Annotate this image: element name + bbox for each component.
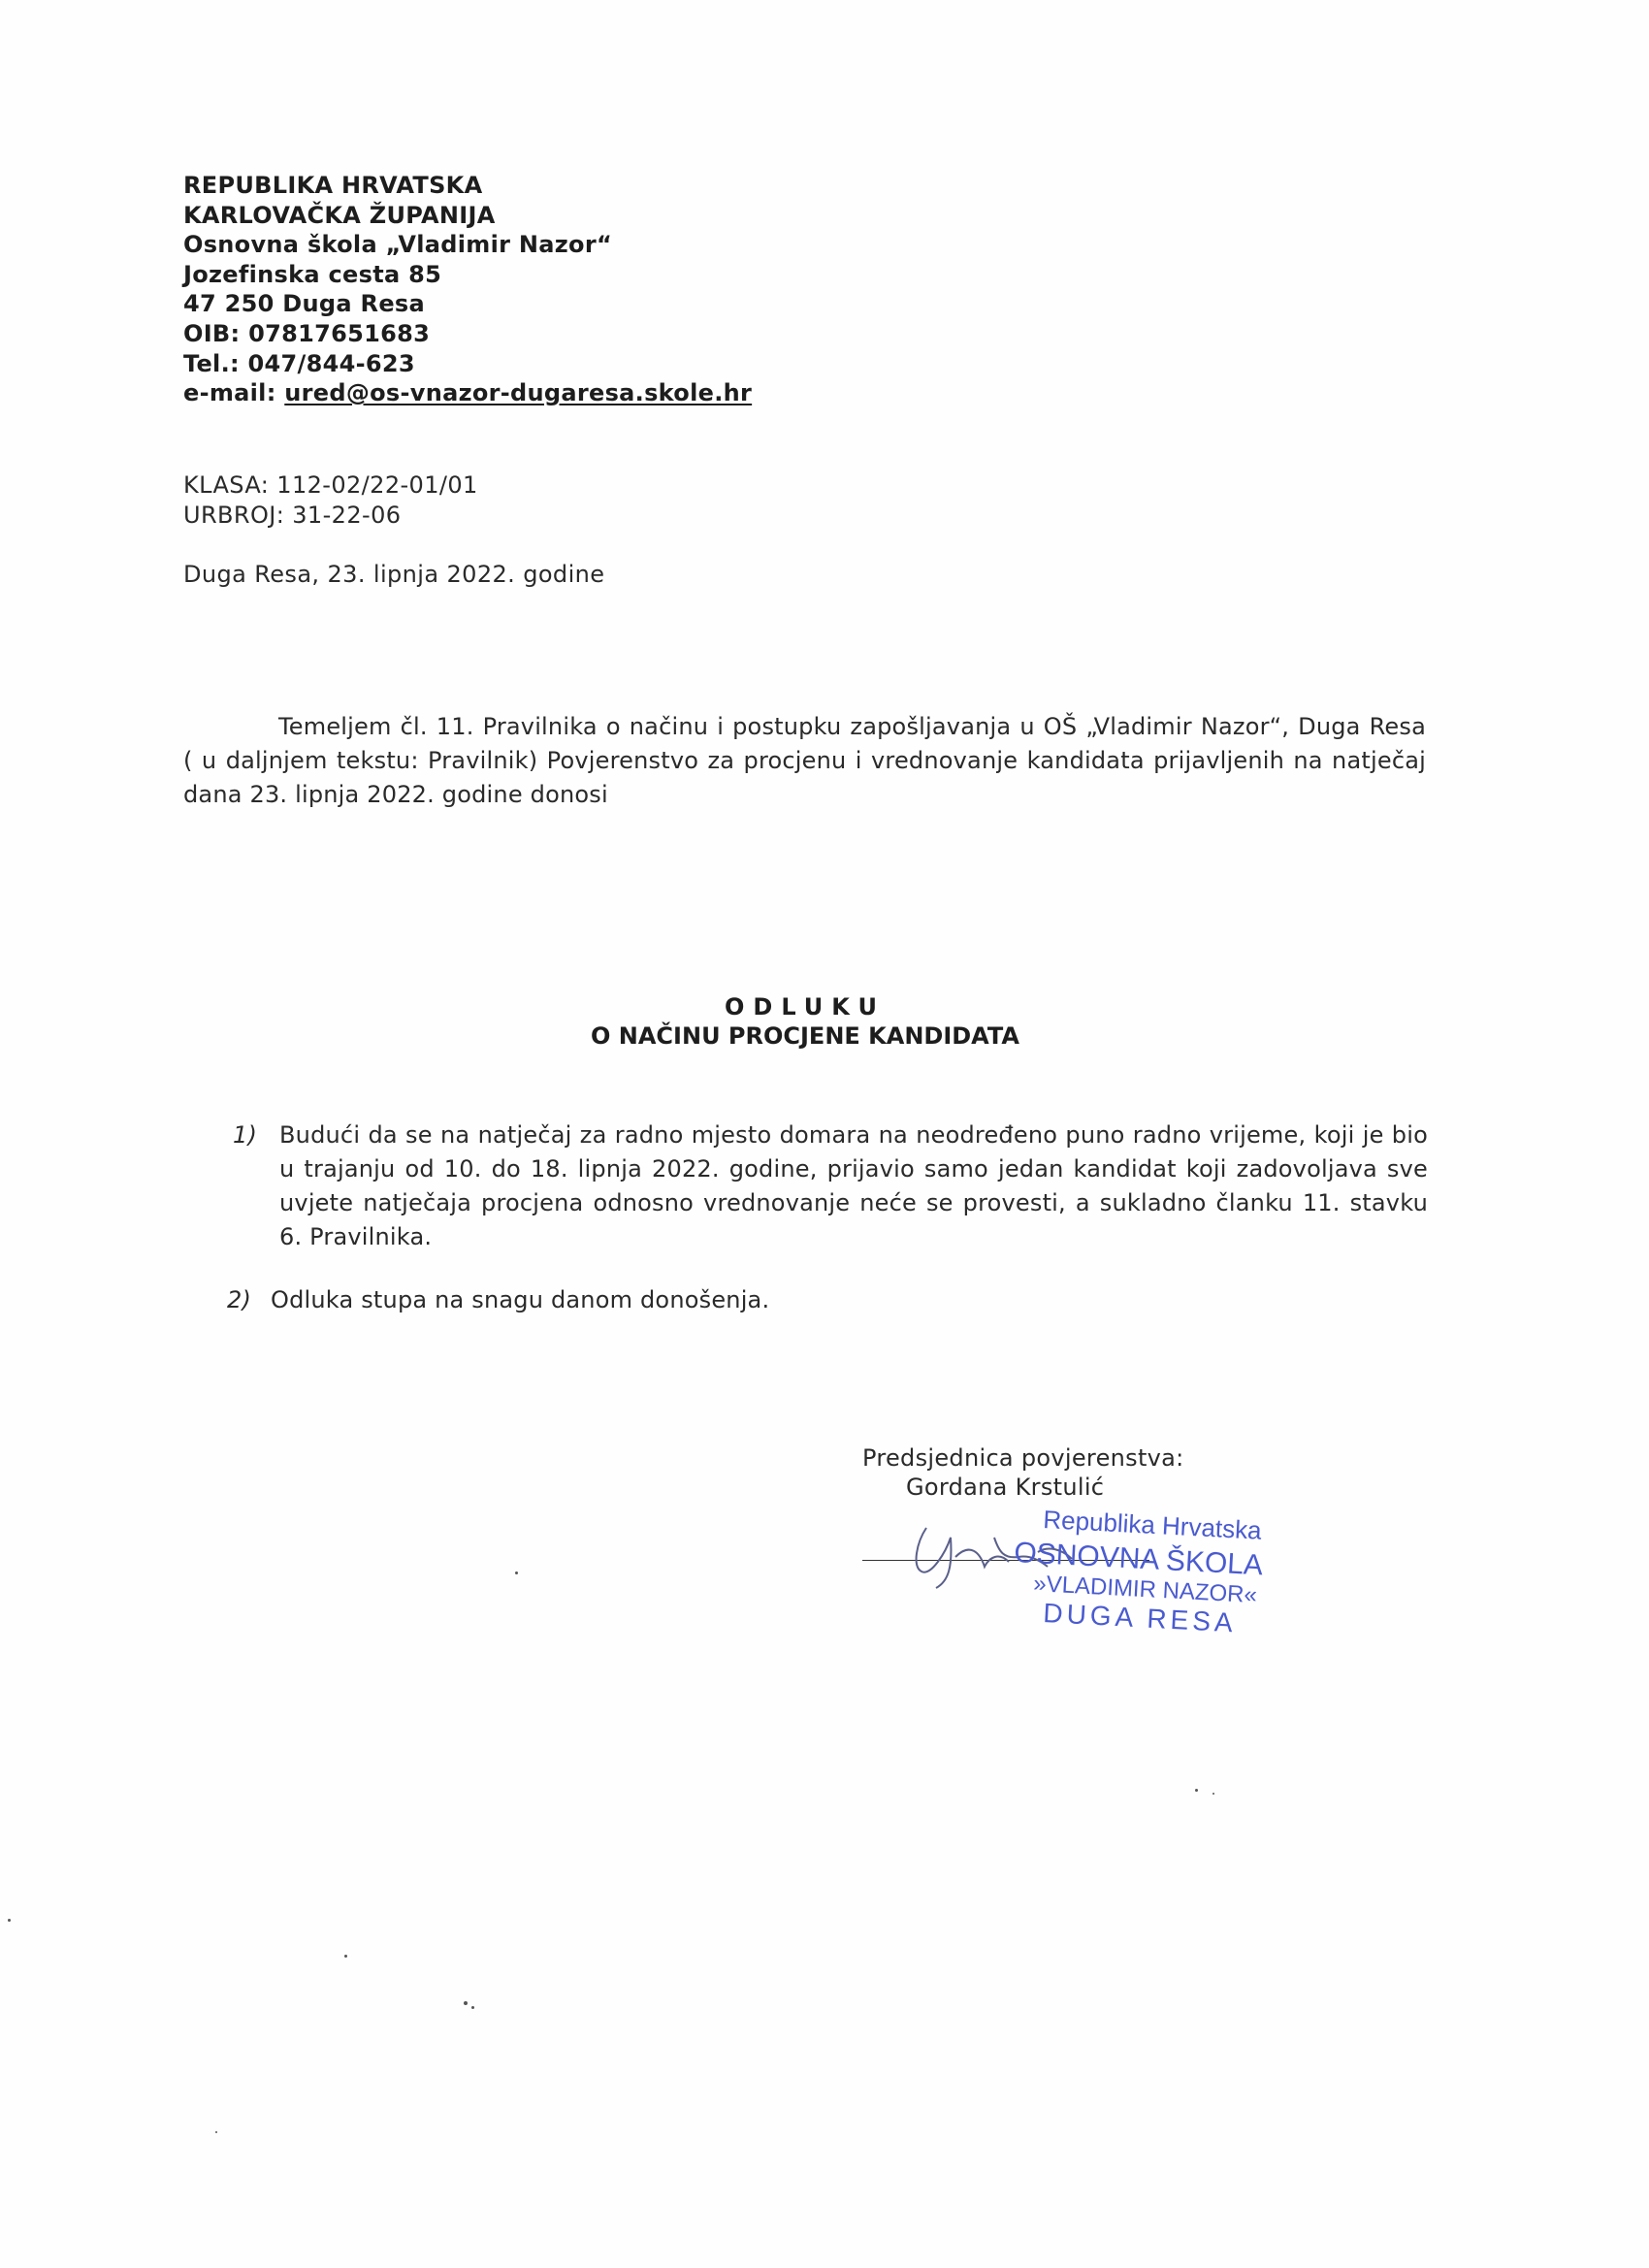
header-phone: Tel.: 047/844-623	[183, 349, 415, 377]
decision-title	[0, 992, 1610, 1051]
header-email-row	[183, 378, 752, 408]
decision-item	[225, 1118, 1428, 1254]
place-date: Duga Resa, 23. lipnja 2022. godine	[183, 561, 605, 588]
signature-name: Gordana Krstulić	[906, 1474, 1105, 1501]
header-city: 47 250 Duga Resa	[183, 290, 425, 318]
header-street: Jozefinska cesta 85	[183, 260, 442, 288]
header-email-link[interactable]: ured@os-vnazor-dugaresa.skole.hr	[284, 379, 753, 407]
school-header	[183, 171, 752, 408]
urbroj-line: URBROJ: 31-22-06	[183, 501, 402, 529]
stamp-line-4: DUGA RESA	[1042, 1598, 1238, 1638]
decision-item-number: 1)	[233, 1121, 258, 1149]
decision-item-text: Budući da se na natječaj za radno mjesto domara na neodređeno puno radno vrijeme, koji je bio u trajanju od 10. do 18. lipnja 2022. godine, prijavio samo jedan kandidat koji zadovoljava sve uvjete natječaja procjena odnosno vrednovanje neće se provesti, a sukladno članku 11. stavku 6. Pravilnika.	[279, 1121, 1428, 1250]
signature-role: Predsjednica povjerenstva:	[862, 1444, 1184, 1472]
decision-item-text: Odluka stupa na snagu danom donošenja.	[271, 1286, 770, 1313]
header-oib: OIB: 07817651683	[183, 319, 431, 347]
decision-item	[225, 1283, 1428, 1317]
scan-speck	[515, 1571, 518, 1574]
intro-paragraph: Temeljem čl. 11. Pravilnika o načinu i postupku zapošljavanja u OŠ „Vladimir Nazor“, Duga Resa ( u daljnjem tekstu: Pravilnik) Povjerenstvo za procjenu i vrednovanje kandidata prijavljenih na natječaj dana 23. lipnja 2022. godine donosi	[183, 713, 1426, 808]
scan-speck	[464, 2001, 468, 2005]
decision-title-sub: O NAČINU PROCJENE KANDIDATA	[591, 1022, 1019, 1050]
header-county: KARLOVAČKA ŽUPANIJA	[183, 201, 496, 229]
reference-block	[183, 470, 478, 530]
scan-speck	[1212, 1793, 1214, 1795]
signature-block	[862, 1443, 1184, 1502]
header-country: REPUBLIKA HRVATSKA	[183, 172, 483, 199]
decision-items	[225, 1118, 1428, 1346]
stamp-line-1: Republika Hrvatska	[1042, 1505, 1263, 1545]
scan-speck	[344, 1955, 347, 1958]
scan-speck	[8, 1919, 11, 1922]
header-school-name: Osnovna škola „Vladimir Nazor“	[183, 231, 613, 259]
decision-item-number: 2)	[227, 1286, 252, 1313]
scan-speck	[215, 2131, 217, 2133]
stamp-graphic	[902, 1499, 1310, 1644]
stamp-line-2: OSNOVNA ŠKOLA	[1013, 1537, 1264, 1582]
decision-title-main: ODLUKU	[725, 993, 886, 1021]
klasa-line: KLASA: 112-02/22-01/01	[183, 471, 478, 499]
official-stamp	[902, 1499, 1310, 1644]
header-email-label: e-mail:	[183, 379, 285, 407]
scan-speck	[471, 2006, 474, 2009]
stamp-line-3: »VLADIMIR NAZOR«	[1032, 1571, 1258, 1609]
scan-speck	[1195, 1789, 1198, 1792]
